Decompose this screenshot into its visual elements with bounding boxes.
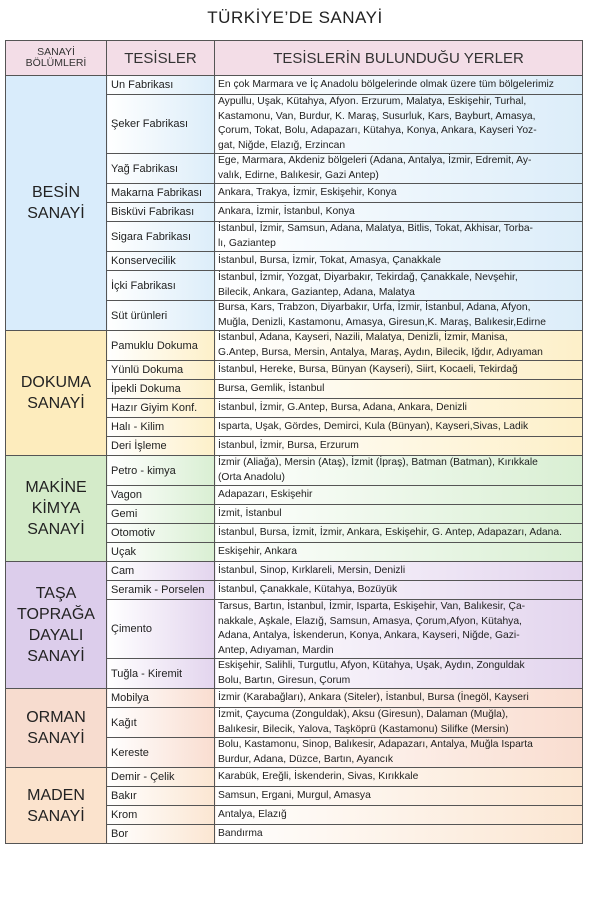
facility-locations: [215, 252, 583, 271]
table-body: [6, 76, 583, 844]
section-name: [6, 331, 107, 456]
facility-locations: [215, 76, 583, 95]
location-line: lı, Gaziantep: [218, 237, 276, 249]
facility-name: Kereste: [107, 738, 215, 768]
location-line: Bursa, Kars, Trabzon, Diyarbakır, Urfa, İzmir, İstanbul, Adana, Afyon,: [218, 302, 531, 313]
table-row: [6, 768, 583, 787]
page-title: TÜRKİYE’DE SANAYİ: [207, 8, 383, 27]
facility-locations: [215, 562, 583, 581]
facility-locations: [215, 806, 583, 825]
section-name-line: SANAYİ: [27, 395, 85, 412]
facility-name: Seramik - Porselen: [107, 581, 215, 600]
facility-locations: [215, 222, 583, 252]
facility-locations: [215, 331, 583, 361]
facility-name: Makarna Fabrikası: [107, 184, 215, 203]
header-sections: [6, 41, 107, 76]
location-line: Ankara, Trakya, İzmir, Eskişehir, Konya: [218, 186, 397, 198]
location-line: Bandırma: [218, 827, 263, 839]
location-line: İzmit, Çaycuma (Zonguldak), Aksu (Giresun), Dalaman (Muğla),: [218, 709, 509, 720]
location-line: İstanbul, Hereke, Bursa, Bünyan (Kayseri), Siirt, Kocaeli, Tekirdağ: [218, 363, 518, 375]
location-line: Bursa, Gemlik, İstanbul: [218, 382, 325, 394]
location-line: Burdur, Adana, Düzce, Bartın, Ayancık: [218, 753, 393, 765]
location-line: İzmit, İstanbul: [218, 507, 282, 519]
location-line: Bolu, Kastamonu, Sinop, Balıkesir, Adapazarı, Antalya, Muğla Isparta: [218, 739, 533, 750]
section-name-line: TOPRAĞA: [17, 606, 95, 623]
facility-name: Cam: [107, 562, 215, 581]
facility-name: Hazır Giyim Konf.: [107, 399, 215, 418]
location-line: Bilecik, Ankara, Gaziantep, Adana, Malatya: [218, 286, 415, 298]
section-name-line: DAYALI: [28, 627, 84, 644]
location-line: (Orta Anadolu): [218, 471, 285, 483]
facility-name: Mobilya: [107, 689, 215, 708]
section-name-line: BESİN: [31, 184, 80, 201]
facility-name: İpekli Dokuma: [107, 380, 215, 399]
industry-table: [5, 40, 583, 844]
facility-locations: [215, 418, 583, 437]
location-line: valık, Edirne, Balıkesir, Gazi Antep): [218, 169, 379, 181]
section-name: [6, 689, 107, 768]
facility-locations: [215, 543, 583, 562]
facility-locations: [215, 437, 583, 456]
location-line: nakkale, Aşkale, Elazığ, Samsun, Amasya, Çorum,Afyon, Kütahya,: [218, 615, 522, 627]
facility-name: Krom: [107, 806, 215, 825]
facility-name: Bakır: [107, 787, 215, 806]
facility-name: Otomotiv: [107, 524, 215, 543]
facility-locations: [215, 787, 583, 806]
facility-name: Bor: [107, 825, 215, 844]
location-line: Antalya, Elazığ: [218, 808, 287, 820]
location-line: İzmir (Karabağları), Ankara (Siteler), İstanbul, Bursa (İnegöl, Kayseri: [218, 691, 529, 703]
location-line: Eskişehir, Salihli, Turgutlu, Afyon, Kütahya, Uşak, Aydın, Zonguldak: [218, 660, 525, 671]
section-name: [6, 456, 107, 562]
facility-locations: [215, 456, 583, 486]
section-name-line: SANAYİ: [27, 730, 85, 747]
section-name-line: SANAYİ: [27, 521, 85, 538]
header-facilities: TESİSLER: [107, 41, 215, 76]
facility-locations: [215, 659, 583, 689]
facility-locations: [215, 95, 583, 154]
facility-locations: [215, 600, 583, 659]
facility-locations: [215, 184, 583, 203]
facility-locations: [215, 380, 583, 399]
location-line: Adapazarı, Eskişehir: [218, 488, 313, 500]
section-name-line: ORMAN: [26, 709, 86, 726]
location-line: İstanbul, İzmir, Bursa, Erzurum: [218, 439, 359, 451]
facility-name: Un Fabrikası: [107, 76, 215, 95]
facility-name: Yağ Fabrikası: [107, 154, 215, 184]
facility-name: Yünlü Dokuma: [107, 361, 215, 380]
location-line: Isparta, Uşak, Gördes, Demirci, Kula (Bünyan), Kayseri,Sivas, Ladik: [218, 420, 529, 432]
location-line: İstanbul, İzmir, Samsun, Adana, Malatya, Bitlis, Tokat, Akhisar, Torba-: [218, 223, 533, 234]
location-line: İzmir (Aliağa), Mersin (Ataş), İzmit (İpraş), Batman (Batman), Kırıkkale: [218, 457, 538, 468]
facility-name: Konservecilik: [107, 252, 215, 271]
section-name-line: SANAYİ: [27, 648, 85, 665]
location-line: İstanbul, Çanakkale, Kütahya, Bozüyük: [218, 583, 398, 595]
table-row: [6, 689, 583, 708]
facility-name: Pamuklu Dokuma: [107, 331, 215, 361]
facility-locations: [215, 689, 583, 708]
facility-name: Demir - Çelik: [107, 768, 215, 787]
table-row: [6, 562, 583, 581]
facility-locations: [215, 581, 583, 600]
header-sections-line1: SANAYİ: [37, 46, 75, 58]
facility-name: Halı - Kilim: [107, 418, 215, 437]
facility-locations: [215, 486, 583, 505]
section-name-line: TAŞA: [35, 585, 77, 602]
section-name-line: SANAYİ: [27, 807, 85, 825]
section-name: [6, 562, 107, 689]
facility-locations: [215, 825, 583, 844]
section-name-line: SANAYİ: [27, 205, 85, 222]
section-name-line: DOKUMA: [20, 374, 92, 391]
location-line: Bolu, Bartın, Giresun, Çorum: [218, 674, 351, 686]
location-line: İstanbul, Bursa, İzmir, Tokat, Amasya, Çanakkale: [218, 254, 442, 266]
facility-name: Süt ürünleri: [107, 301, 215, 331]
location-line: İstanbul, Bursa, İzmit, İzmir, Ankara, Eskişehir, G. Antep, Adapazarı, Adana.: [218, 526, 562, 538]
facility-name: Çimento: [107, 600, 215, 659]
location-line: Tarsus, Bartın, İstanbul, İzmir, Isparta, Eskişehir, Van, Balıkesir, Ça-: [218, 601, 526, 612]
facility-locations: [215, 505, 583, 524]
section-name-line: MAKİNE: [25, 479, 87, 496]
facility-name: Vagon: [107, 486, 215, 505]
facility-locations: [215, 708, 583, 738]
location-line: Adana, Antalya, İskenderun, Konya, Ankara, Kayseri, Niğde, Gazi-: [218, 630, 520, 641]
location-line: Aypullu, Uşak, Kütahya, Afyon. Erzurum, Malatya, Eskişehir, Turhal,: [218, 96, 527, 107]
facility-name: Gemi: [107, 505, 215, 524]
location-line: Karabük, Ereğli, İskenderin, Sivas, Kırıkkale: [218, 770, 419, 782]
facility-name: Bisküvi Fabrikası: [107, 203, 215, 222]
location-line: Eskişehir, Ankara: [218, 545, 297, 557]
facility-locations: [215, 154, 583, 184]
table-row: [6, 331, 583, 361]
location-line: İstanbul, Adana, Kayseri, Nazili, Malatya, Denizli, İzmir, Manisa,: [218, 332, 508, 343]
facility-locations: [215, 271, 583, 301]
location-line: Antep, Adıyaman, Mardin: [218, 644, 334, 656]
location-line: Samsun, Ergani, Murgul, Amasya: [218, 789, 371, 801]
table-row: [6, 76, 583, 95]
facility-locations: [215, 768, 583, 787]
facility-locations: [215, 301, 583, 331]
location-line: Balıkesir, Bilecik, Yalova, Taşköprü (Kastamonu) Silifke (Mersin): [218, 723, 509, 735]
facility-name: Uçak: [107, 543, 215, 562]
facility-name: Petro - kimya: [107, 456, 215, 486]
facility-name: Şeker Fabrikası: [107, 95, 215, 154]
location-line: G.Antep, Bursa, Mersin, Antalya, Maraş, Aydın, Bilecik, Iğdır, Adıyaman: [218, 346, 543, 358]
location-line: İstanbul, Sinop, Kırklareli, Mersin, Denizli: [218, 564, 406, 576]
location-line: En çok Marmara ve İç Anadolu bölgelerinde olmak üzere tüm bölgelerimiz: [218, 78, 554, 90]
location-line: Ege, Marmara, Akdeniz bölgeleri (Adana, Antalya, İzmir, Edremit, Ay-: [218, 155, 532, 166]
facility-locations: [215, 738, 583, 768]
header-sections-line2: BÖLÜMLERİ: [25, 57, 87, 69]
location-line: Muğla, Denizli, Kastamonu, Amasya, Giresun,K. Maraş, Balıkesir,Edirne: [218, 316, 546, 328]
section-name-line: MADEN: [27, 786, 85, 804]
location-line: İstanbul, İzmir, Yozgat, Diyarbakır, Tekirdağ, Çanakkale, Nevşehir,: [218, 272, 518, 283]
location-line: Kastamonu, Van, Burdur, K. Maraş, Susurluk, Kars, Bayburt, Amasya,: [218, 110, 536, 122]
section-name-line: KİMYA: [31, 500, 81, 517]
location-line: Çorum, Tokat, Bolu, Adapazarı, Kütahya, Konya, Ankara, Kayseri Yoz-: [218, 125, 537, 136]
table-header-row: [6, 41, 583, 76]
facility-name: Deri İşleme: [107, 437, 215, 456]
header-locations: TESİSLERİN BULUNDUĞU YERLER: [215, 41, 583, 76]
facility-locations: [215, 361, 583, 380]
section-name: [6, 768, 107, 844]
table-row: [6, 456, 583, 486]
facility-locations: [215, 399, 583, 418]
facility-locations: [215, 524, 583, 543]
location-line: İstanbul, İzmir, G.Antep, Bursa, Adana, Ankara, Denizli: [218, 401, 467, 413]
facility-name: Kağıt: [107, 708, 215, 738]
facility-locations: [215, 203, 583, 222]
location-line: Ankara, İzmir, İstanbul, Konya: [218, 205, 355, 217]
facility-name: Sigara Fabrikası: [107, 222, 215, 252]
section-name: [6, 76, 107, 331]
location-line: gat, Niğde, Elazığ, Erzincan: [218, 139, 346, 151]
facility-name: İçki Fabrikası: [107, 271, 215, 301]
facility-name: Tuğla - Kiremit: [107, 659, 215, 689]
